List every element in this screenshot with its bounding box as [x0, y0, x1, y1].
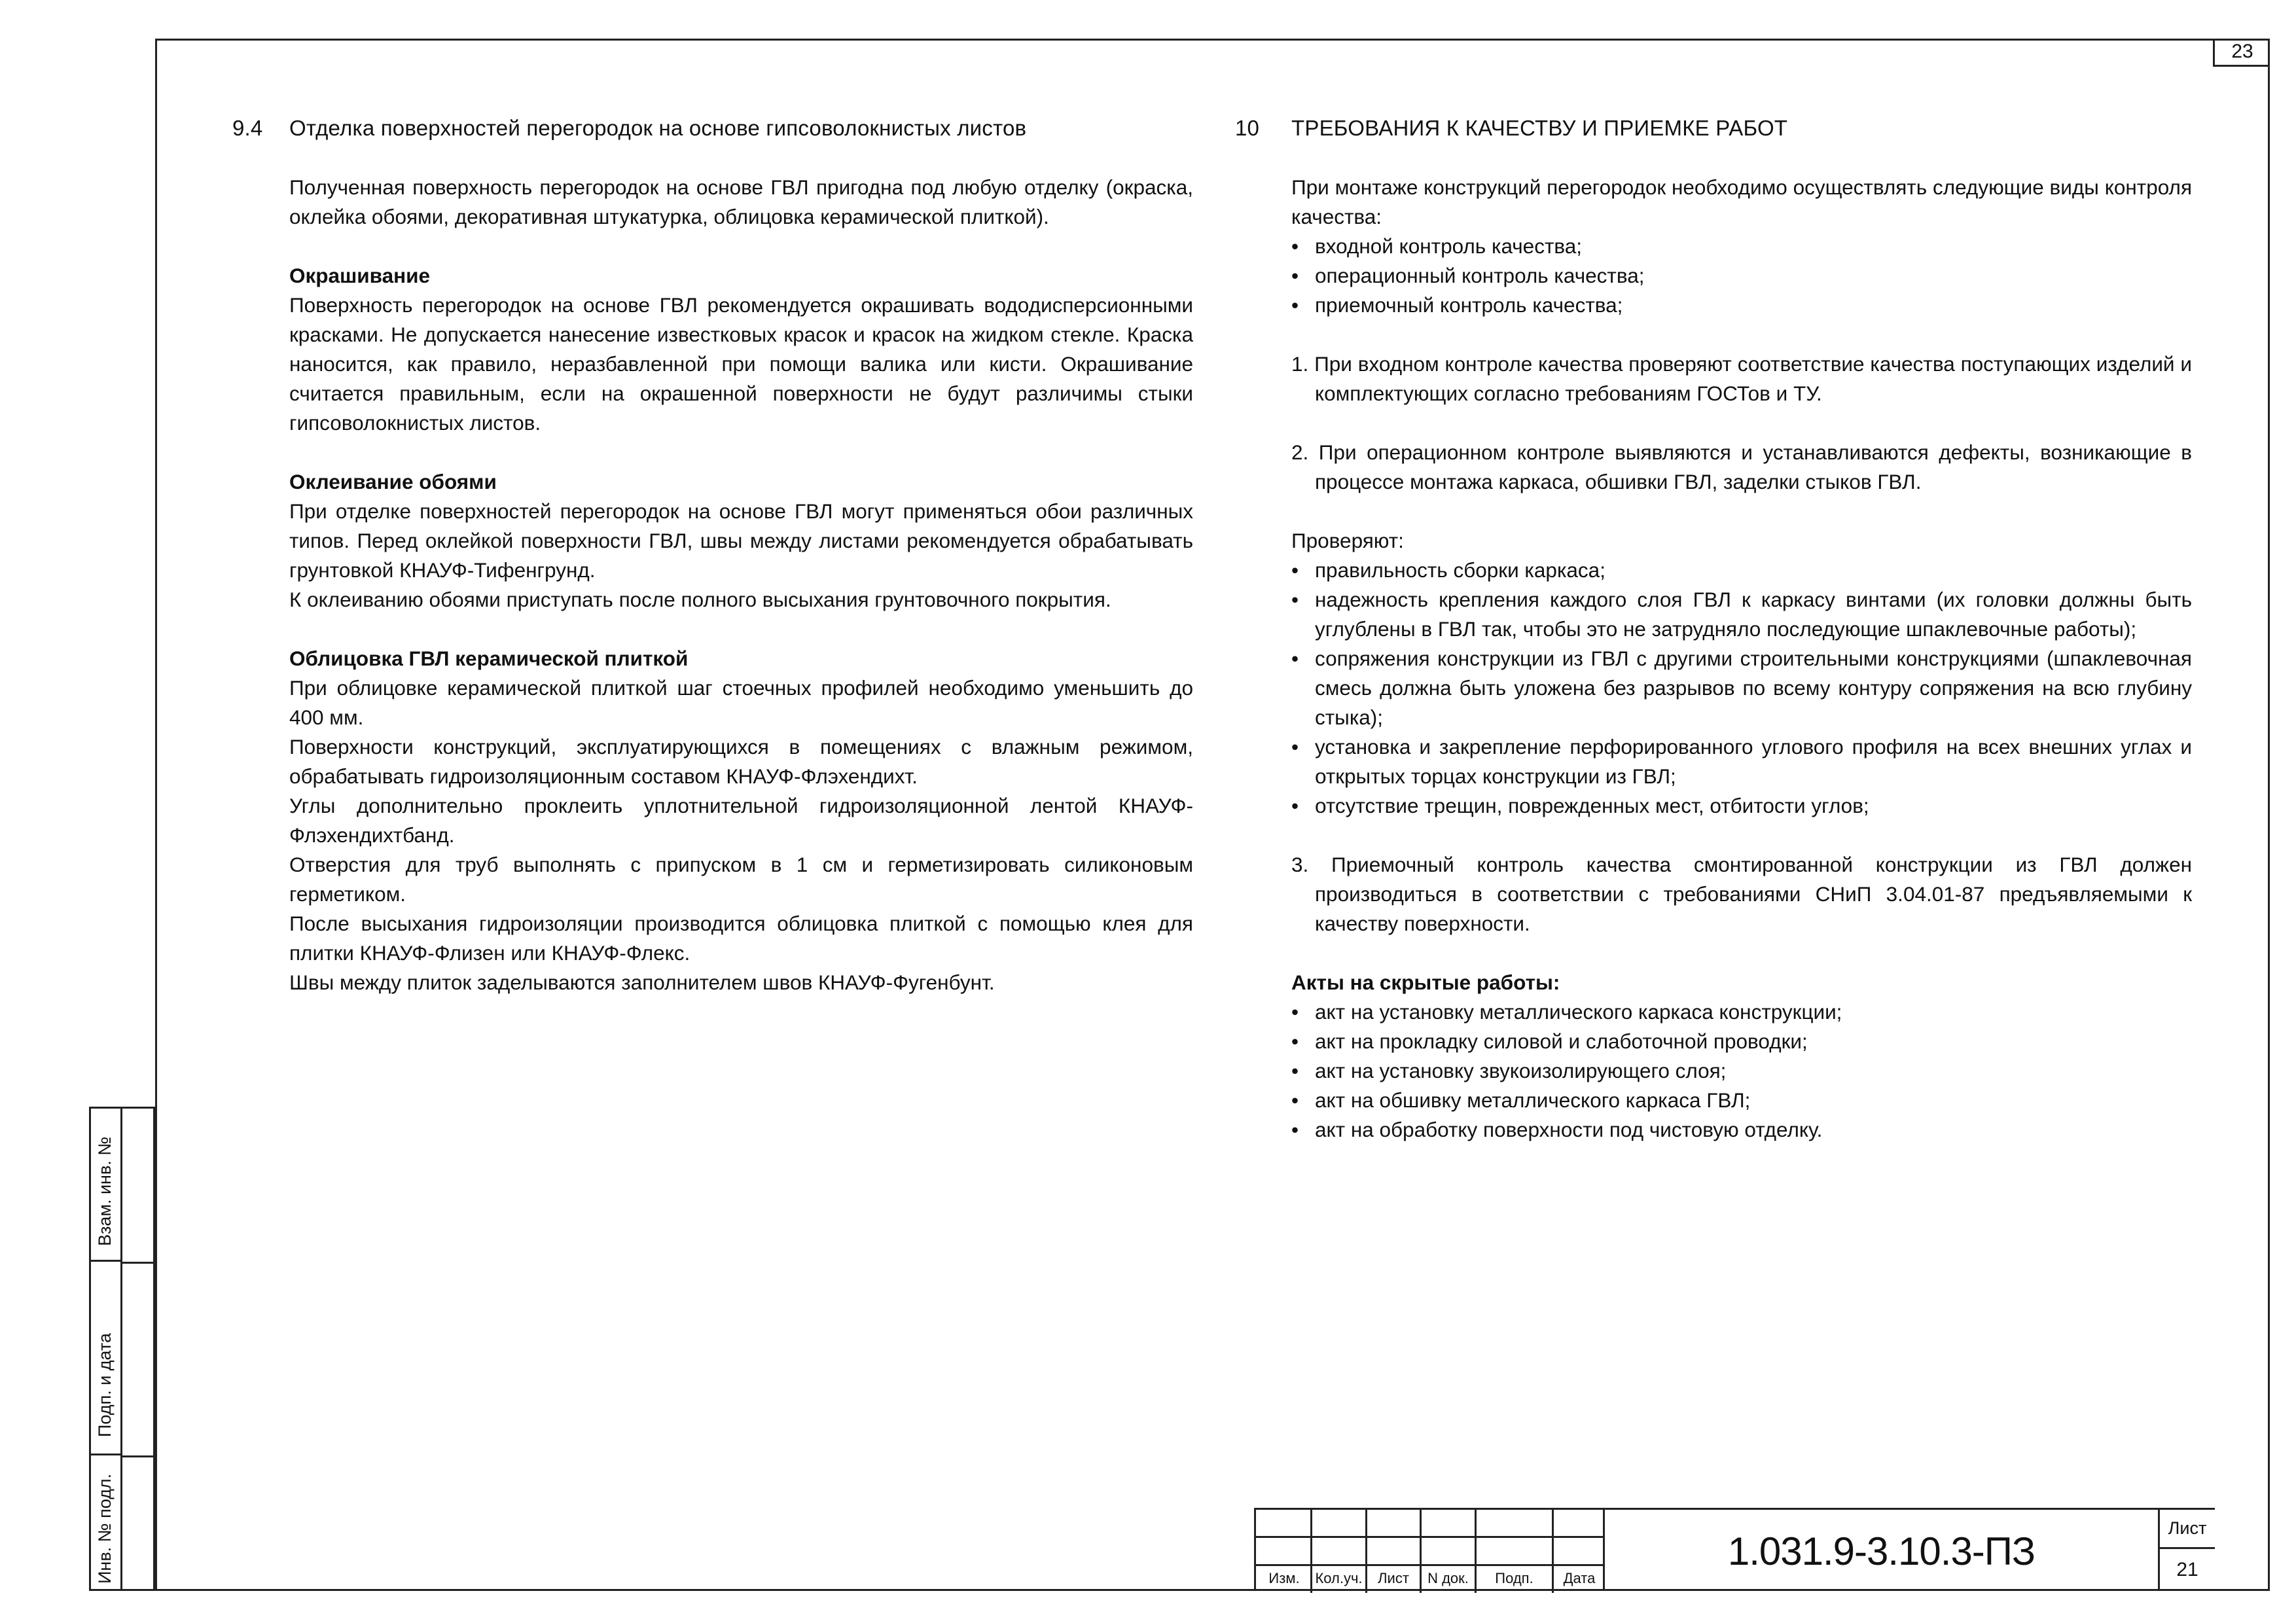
- acts-list: [1291, 997, 2192, 1145]
- margin-stamp: [89, 1107, 155, 1591]
- list-item: • акт на обработку поверхности под чистовую отделку.: [1291, 1115, 2192, 1145]
- list-item: • надежность крепления каждого слоя ГВЛ к каркасу винтами (их головки должны быть углублены в ГВЛ так, чтобы это не затрудняло последующие шпаклевочные работы);: [1291, 585, 2192, 644]
- tile-paragraph: Поверхности конструкций, эксплуатирующихся в помещениях с влажным режимом, обрабатывать гидроизоляционным составом КНАУФ-Флэхендихт.: [289, 735, 1193, 788]
- label-data: Дата: [1563, 1570, 1596, 1586]
- checks-list: [1291, 556, 2192, 821]
- list-item: • установка и закрепление перфорированного углового профиля на всех внешних углах и открытых торцах конструкции из ГВЛ;: [1291, 732, 2192, 791]
- wallpaper-paragraph: При отделке поверхностей перегородок на основе ГВЛ могут применяться обои различных типов. Перед оклейкой поверхности ГВЛ, швы между листами рекомендуется обрабатывать грунтовкой КНАУФ-Тифенгрунд.: [289, 499, 1193, 582]
- tile-paragraph: Углы дополнительно проклеить уплотнительной гидроизоляционной лентой КНАУФ-Флэхендихтбанд.: [289, 794, 1193, 847]
- label-n-dok: N док.: [1427, 1570, 1469, 1586]
- stamp-label: Подп. и дата: [95, 1332, 115, 1437]
- section-number: 9.4: [232, 116, 263, 140]
- right-column: [1235, 113, 2192, 1145]
- wallpaper-paragraph: К оклеиванию обоями приступать после полного высыхания грунтовочного покрытия.: [289, 588, 1111, 611]
- sheet-box: [2158, 1508, 2215, 1591]
- page-top-number: 23: [2213, 39, 2270, 67]
- tile-paragraph: Отверстия для труб выполнять с припуском в 1 см и герметизировать силиконовым герметиком.: [289, 853, 1193, 906]
- section-number: 10: [1235, 116, 1260, 140]
- tile-paragraph: Швы между плиток заделываются заполнителем швов КНАУФ-Фугенбунт.: [289, 971, 995, 994]
- document-code: 1.031.9-3.10.3-ПЗ: [1603, 1508, 2158, 1591]
- section-heading-9-4: [232, 113, 1193, 143]
- revision-grid: [1254, 1508, 1603, 1591]
- list-item: • операционный контроль качества;: [1291, 261, 2192, 291]
- sheet-label: Лист: [2160, 1510, 2215, 1549]
- label-list: Лист: [1378, 1570, 1409, 1586]
- section-heading-10: [1235, 113, 2192, 143]
- painting-paragraph: Поверхность перегородок на основе ГВЛ рекомендуется окрашивать вододисперсионными красками. Не допускается нанесение известковых красок и красок на жидком стекле. Краска наносится, как правило, неразбавленной при помощи валика или кисти. Окрашивание считается правильным, если на окрашенной поверхности не будут различимы стыки гипсоволокнистых листов.: [289, 293, 1193, 435]
- list-item: • акт на установку звукоизолирующего слоя;: [1291, 1056, 2192, 1086]
- label-podp: Подп.: [1495, 1570, 1534, 1586]
- tile-heading: Облицовка ГВЛ керамической плиткой: [289, 647, 689, 670]
- stamp-cell-vzam: [91, 1109, 122, 1262]
- list-item: • акт на прокладку силовой и слаботочной проводки;: [1291, 1027, 2192, 1056]
- stamp-label: Инв. № подл.: [95, 1473, 115, 1584]
- intro-paragraph: Полученная поверхность перегородок на основе ГВЛ пригодна под любую отделку (окраска, оклейка обоями, декоративная штукатурка, облицовка керамической плиткой).: [289, 175, 1193, 228]
- label-izm: Изм.: [1268, 1570, 1300, 1586]
- checks-heading: Проверяют:: [1291, 529, 1404, 552]
- section-title: Отделка поверхностей перегородок на основе гипсоволокнистых листов: [289, 116, 1027, 140]
- list-item: • входной контроль качества;: [1291, 232, 2192, 261]
- title-block: [1254, 1508, 2270, 1591]
- numbered-item-2: 2. При операционном контроле выявляются и устанавливаются дефекты, возникающие в процессе монтажа каркаса, обшивки ГВЛ, заделки стыков ГВЛ.: [1291, 440, 2192, 493]
- stamp-cell-podp: [91, 1262, 122, 1455]
- left-column: [232, 113, 1193, 997]
- list-item: • приемочный контроль качества;: [1291, 291, 2192, 320]
- list-item: • правильность сборки каркаса;: [1291, 556, 2192, 585]
- section-title: ТРЕБОВАНИЯ К КАЧЕСТВУ И ПРИЕМКЕ РАБОТ: [1291, 116, 1788, 140]
- stamp-cell-inv: [91, 1455, 122, 1589]
- intro-paragraph: При монтаже конструкций перегородок необходимо осуществлять следующие виды контроля качества:: [1291, 175, 2192, 228]
- numbered-item-3: 3. Приемочный контроль качества смонтированной конструкции из ГВЛ должен производиться в соответствии с требованиями СНиП 3.04.01-87 предъявляемыми к качеству поверхности.: [1291, 853, 2192, 935]
- numbered-item-1: 1. При входном контроле качества проверяют соответствие качества поступающих изделий и комплектующих согласно требованиям ГОСТов и ТУ.: [1291, 352, 2192, 405]
- list-item: • акт на обшивку металлического каркаса ГВЛ;: [1291, 1086, 2192, 1115]
- acts-heading: Акты на скрытые работы:: [1291, 971, 1560, 994]
- tile-paragraph: После высыхания гидроизоляции производится облицовка плиткой с помощью клея для плитки КНАУФ-Флизен или КНАУФ-Флекс.: [289, 912, 1193, 965]
- list-item: • сопряжения конструкции из ГВЛ с другими строительными конструкциями (шпаклевочная смесь должна быть уложена без разрывов по всему контуру сопряжения на всю глубину стыка);: [1291, 644, 2192, 732]
- sheet-number: 21: [2176, 1559, 2198, 1580]
- control-types-list: [1291, 232, 2192, 320]
- label-kol-uch: Кол.уч.: [1315, 1570, 1363, 1586]
- list-item: • акт на установку металлического каркаса конструкции;: [1291, 997, 2192, 1027]
- tile-paragraph: При облицовке керамической плиткой шаг стоечных профилей необходимо уменьшить до 400 мм.: [289, 676, 1193, 729]
- stamp-label: Взам. инв. №: [95, 1136, 115, 1246]
- wallpaper-heading: Оклеивание обоями: [289, 470, 497, 493]
- painting-heading: Окрашивание: [289, 264, 431, 287]
- list-item: • отсутствие трещин, поврежденных мест, отбитости углов;: [1291, 791, 2192, 821]
